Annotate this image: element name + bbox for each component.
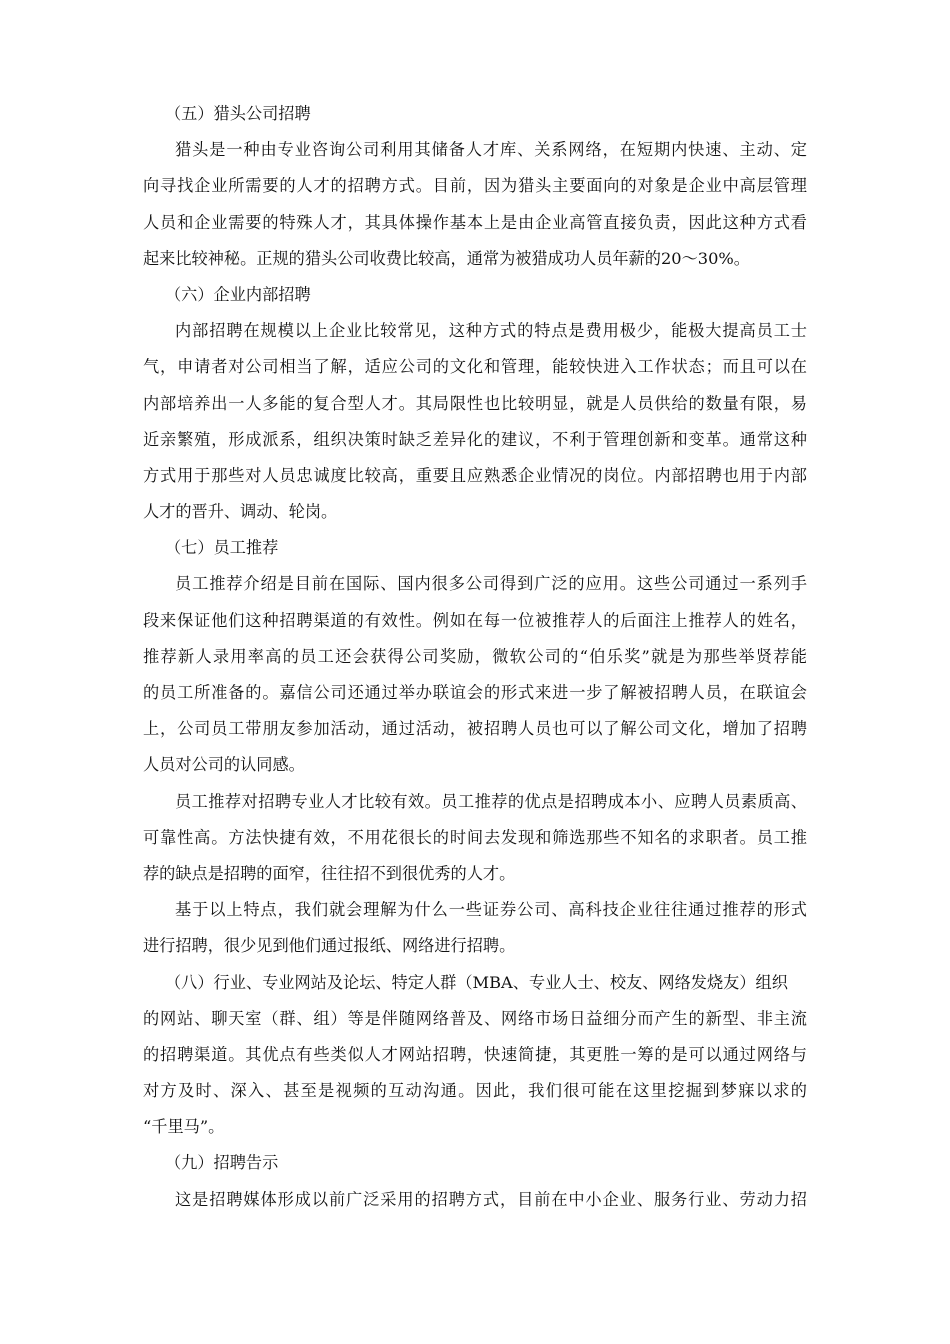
paragraph-line: 方式用于那些对人员忠诚度比较高，重要且应熟悉企业情况的岗位。内部招聘也用于内部 xyxy=(143,465,807,485)
paragraph-line: 进行招聘，很少见到他们通过报纸、网络进行招聘。 xyxy=(143,936,516,956)
paragraph-line: 人才的晋升、调动、轮岗。 xyxy=(143,502,338,522)
paragraph-line: 人员和企业需要的特殊人才，其具体操作基本上是由企业高管直接负责，因此这种方式看 xyxy=(143,212,807,232)
paragraph-line: 可靠性高。方法快捷有效，不用花很长的时间去发现和筛选那些不知名的求职者。员工推 xyxy=(143,827,807,847)
section-heading: （九）招聘告示 xyxy=(165,1153,279,1173)
section-heading: （七）员工推荐 xyxy=(165,538,279,558)
paragraph-line: 的网站、聊天室（群、组）等是伴随网络普及、网络市场日益细分而产生的新型、非主流 xyxy=(143,1008,807,1028)
paragraph-line: 员工推荐对招聘专业人才比较有效。员工推荐的优点是招聘成本小、应聘人员素质高、 xyxy=(175,791,807,811)
paragraph-line: 的招聘渠道。其优点有些类似人才网站招聘，快速简捷，其更胜一筹的是可以通过网络与 xyxy=(143,1044,807,1064)
paragraph-line: 基于以上特点，我们就会理解为什么一些证券公司、高科技企业往往通过推荐的形式 xyxy=(175,900,807,920)
paragraph-line: 对方及时、深入、甚至是视频的互动沟通。因此，我们很可能在这里挖掘到梦寐以求的 xyxy=(143,1081,807,1101)
paragraph-line: 推荐新人录用率高的员工还会获得公司奖励，微软公司的“伯乐奖”就是为那些举贤荐能 xyxy=(143,646,807,666)
paragraph-line: 起来比较神秘。正规的猎头公司收费比较高，通常为被猎成功人员年薪的20～30%。 xyxy=(143,248,750,268)
paragraph-line: 上，公司员工带朋友参加活动，通过活动，被招聘人员也可以了解公司文化，增加了招聘 xyxy=(143,719,807,739)
document-body xyxy=(143,96,807,1218)
paragraph-line: 内部培养出一人多能的复合型人才。其局限性也比较明显，就是人员供给的数量有限，易 xyxy=(143,393,807,413)
paragraph-line: 人员对公司的认同感。 xyxy=(143,755,305,775)
paragraph-line: 荐的缺点是招聘的面窄，往往招不到很优秀的人才。 xyxy=(143,863,516,883)
paragraph-line: 近亲繁殖，形成派系，组织决策时缺乏差异化的建议，不利于管理创新和变革。通常这种 xyxy=(143,429,807,449)
paragraph-line: 段来保证他们这种招聘渠道的有效性。例如在每一位被推荐人的后面注上推荐人的姓名， xyxy=(143,610,807,630)
paragraph-line: “千里马”。 xyxy=(143,1117,225,1137)
paragraph-line: 内部招聘在规模以上企业比较常见，这种方式的特点是费用极少，能极大提高员工士 xyxy=(175,321,807,341)
paragraph-line: 的员工所准备的。嘉信公司还通过举办联谊会的形式来进一步了解被招聘人员，在联谊会 xyxy=(143,683,807,702)
section-heading: （八）行业、专业网站及论坛、特定人群（MBA、专业人士、校友、网络发烧友）组织 xyxy=(165,972,788,992)
section-heading: （六）企业内部招聘 xyxy=(165,284,311,304)
paragraph-line: 员工推荐介绍是目前在国际、国内很多公司得到广泛的应用。这些公司通过一系列手 xyxy=(175,574,807,594)
section-heading: （五）猎头公司招聘 xyxy=(165,104,311,123)
paragraph-line: 气，申请者对公司相当了解，适应公司的文化和管理，能较快进入工作状态；而且可以在 xyxy=(143,357,807,377)
paragraph-line: 向寻找企业所需要的人才的招聘方式。目前，因为猎头主要面向的对象是企业中高层管理 xyxy=(143,176,807,196)
paragraph-line: 这是招聘媒体形成以前广泛采用的招聘方式，目前在中小企业、服务行业、劳动力招 xyxy=(175,1189,807,1209)
paragraph-line: 猎头是一种由专业咨询公司利用其储备人才库、关系网络，在短期内快速、主动、定 xyxy=(175,140,807,160)
